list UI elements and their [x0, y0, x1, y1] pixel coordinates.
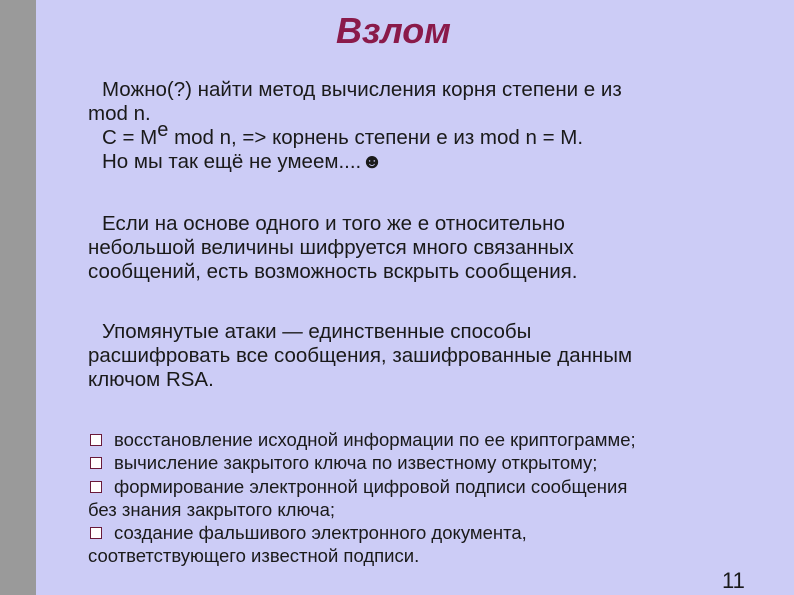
- list-item-continuation: без знания закрытого ключа;: [88, 498, 335, 520]
- attack-goals-list: [88, 428, 768, 568]
- list-item: [88, 521, 768, 568]
- paragraph-line: Если на основе одного и того же e относительно: [102, 212, 565, 235]
- formula-exponent: e: [157, 119, 169, 141]
- checkbox-empty-icon: [90, 457, 102, 469]
- paragraph-line: mod n.: [88, 102, 151, 125]
- left-sidebar-bar: [0, 0, 36, 595]
- slide-title: Взлом: [336, 10, 451, 51]
- paragraph-related-messages: [88, 212, 768, 284]
- list-item-text: вычисление закрытого ключа по известному открытому;: [114, 452, 598, 474]
- checkbox-empty-icon: [90, 434, 102, 446]
- formula-rest: mod n, => корнень степени e из mod n = M.: [168, 126, 584, 149]
- list-item-continuation: соответствующего известной подписи.: [88, 545, 420, 567]
- list-item-text: создание фальшивого электронного документа,: [114, 522, 527, 544]
- list-item-text: восстановление исходной информации по ее криптограмме;: [114, 429, 636, 450]
- list-item-text: формирование электронной цифровой подписи сообщения: [114, 475, 628, 497]
- paragraph-root-method: [88, 78, 768, 174]
- checkbox-empty-icon: [90, 527, 102, 539]
- paragraph-line: сообщений, есть возможность вскрыть сообщения.: [88, 260, 578, 283]
- page-number: 11: [722, 568, 745, 593]
- paragraph-attacks: [88, 320, 768, 392]
- list-item: [88, 451, 768, 474]
- list-item: [88, 428, 768, 451]
- paragraph-line: расшифровать все сообщения, зашифрованные данным: [88, 344, 633, 367]
- paragraph-line: Упомянутые атаки — единственные способы: [102, 320, 532, 343]
- checkbox-empty-icon: [90, 481, 102, 493]
- list-item: [88, 475, 768, 522]
- formula-base: C = M: [102, 126, 158, 149]
- paragraph-line: Можно(?) найти метод вычисления корня степени e из: [102, 78, 622, 101]
- paragraph-line: ключом RSA.: [88, 368, 214, 391]
- formula-line: [88, 119, 768, 150]
- paragraph-line: Но мы так ещё не умеем....☻: [102, 150, 383, 173]
- paragraph-line: небольшой величины шифруется много связанных: [88, 236, 574, 259]
